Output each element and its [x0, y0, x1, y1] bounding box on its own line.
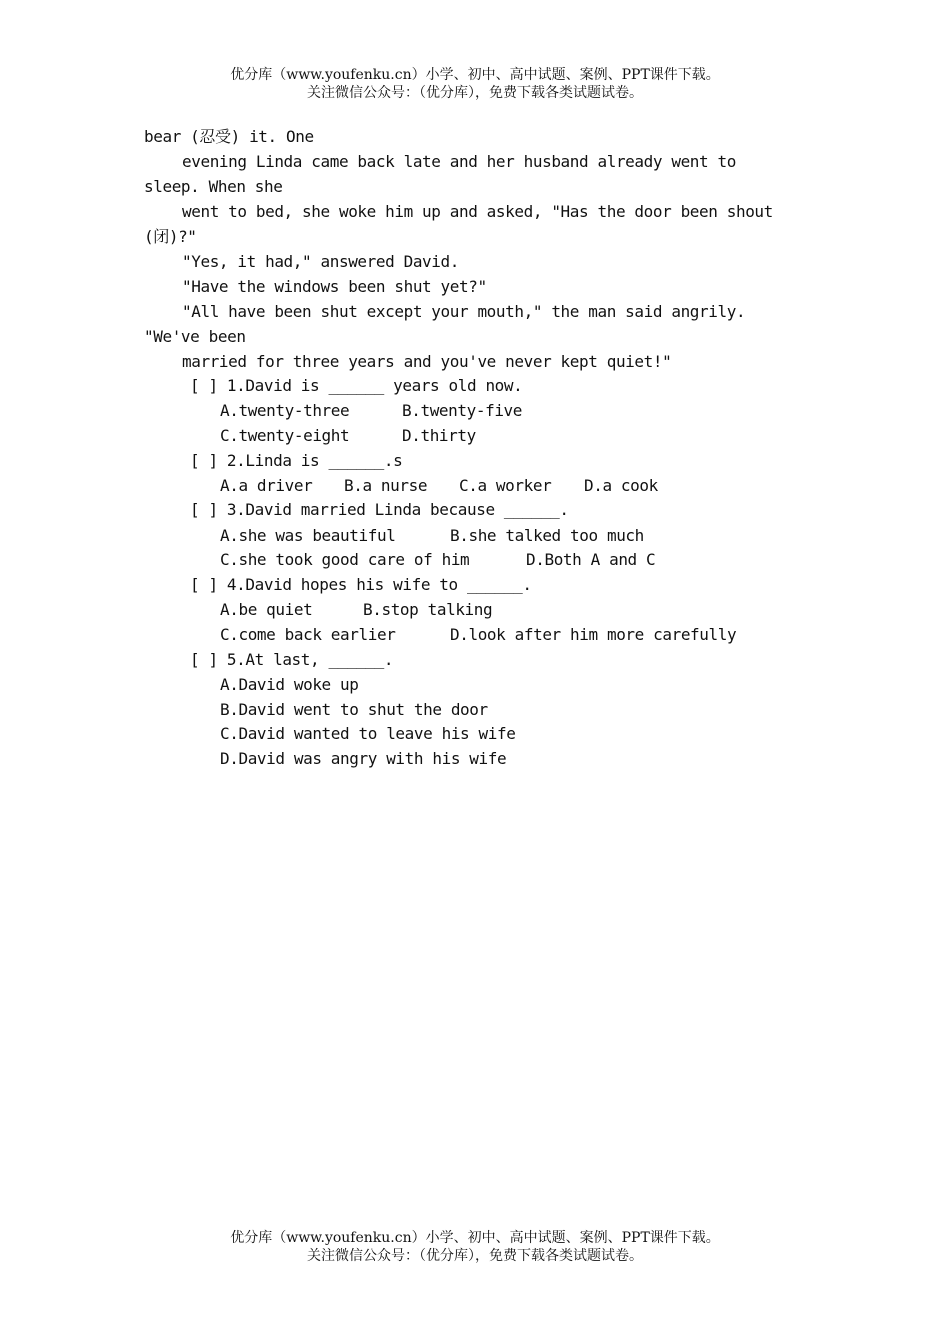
option: B.David went to shut the door — [220, 700, 488, 719]
question-stem: [ ] 4.David hopes his wife to ______. — [190, 575, 532, 594]
question-stem: [ ] 1.David is ______ years old now. — [190, 376, 523, 395]
passage-line: evening Linda came back late and her husband already went to — [182, 152, 736, 171]
option: D.look after him more carefully — [450, 625, 737, 644]
option: C.she took good care of him — [220, 550, 470, 569]
option: C.David wanted to leave his wife — [220, 724, 516, 743]
option: D.a cook — [584, 476, 658, 495]
passage-line: went to bed, she woke him up and asked, "Has the door been shout — [182, 202, 773, 221]
option: C.a worker — [459, 476, 552, 495]
option: C.twenty-eight — [220, 426, 350, 445]
option: A.a driver — [220, 476, 313, 495]
passage-line: "Have the windows been shut yet?" — [182, 277, 487, 296]
passage-line: (闭)?" — [144, 227, 197, 246]
option: A.twenty-three — [220, 401, 350, 420]
passage-line: sleep. When she — [144, 177, 283, 196]
passage-line: "All have been shut except your mouth," the man said angrily. — [182, 302, 746, 321]
option: D.Both A and C — [526, 550, 656, 569]
passage-line: married for three years and you've never kept quiet!" — [182, 352, 672, 371]
option: D.thirty — [402, 426, 476, 445]
header-line-1: 优分库（www.youfenku.cn）小学、初中、高中试题、案例、PPT课件下载。 — [230, 67, 720, 83]
question-stem: [ ] 5.At last, ______. — [190, 650, 394, 669]
option: B.stop talking — [363, 600, 493, 619]
question-stem: [ ] 2.Linda is ______.s — [190, 451, 403, 470]
passage-line: bear (忍受) it. One — [144, 127, 314, 146]
footer-line-1: 优分库（www.youfenku.cn）小学、初中、高中试题、案例、PPT课件下载。 — [230, 1230, 720, 1246]
option: C.come back earlier — [220, 625, 396, 644]
option: B.a nurse — [344, 476, 428, 495]
option: A.David woke up — [220, 675, 359, 694]
passage-line: "Yes, it had," answered David. — [182, 252, 459, 271]
option: A.she was beautiful — [220, 526, 396, 545]
question-stem: [ ] 3.David married Linda because ______. — [190, 500, 569, 519]
page-header — [0, 66, 950, 102]
option: B.she talked too much — [450, 526, 644, 545]
footer-line-2: 关注微信公众号：（优分库），免费下载各类试题试卷。 — [307, 1248, 643, 1264]
option: D.David was angry with his wife — [220, 749, 507, 768]
option: A.be quiet — [220, 600, 313, 619]
header-line-2: 关注微信公众号：（优分库），免费下载各类试题试卷。 — [307, 85, 643, 101]
option: B.twenty-five — [402, 401, 523, 420]
passage-line: "We've been — [144, 327, 246, 346]
page-footer — [0, 1229, 950, 1265]
